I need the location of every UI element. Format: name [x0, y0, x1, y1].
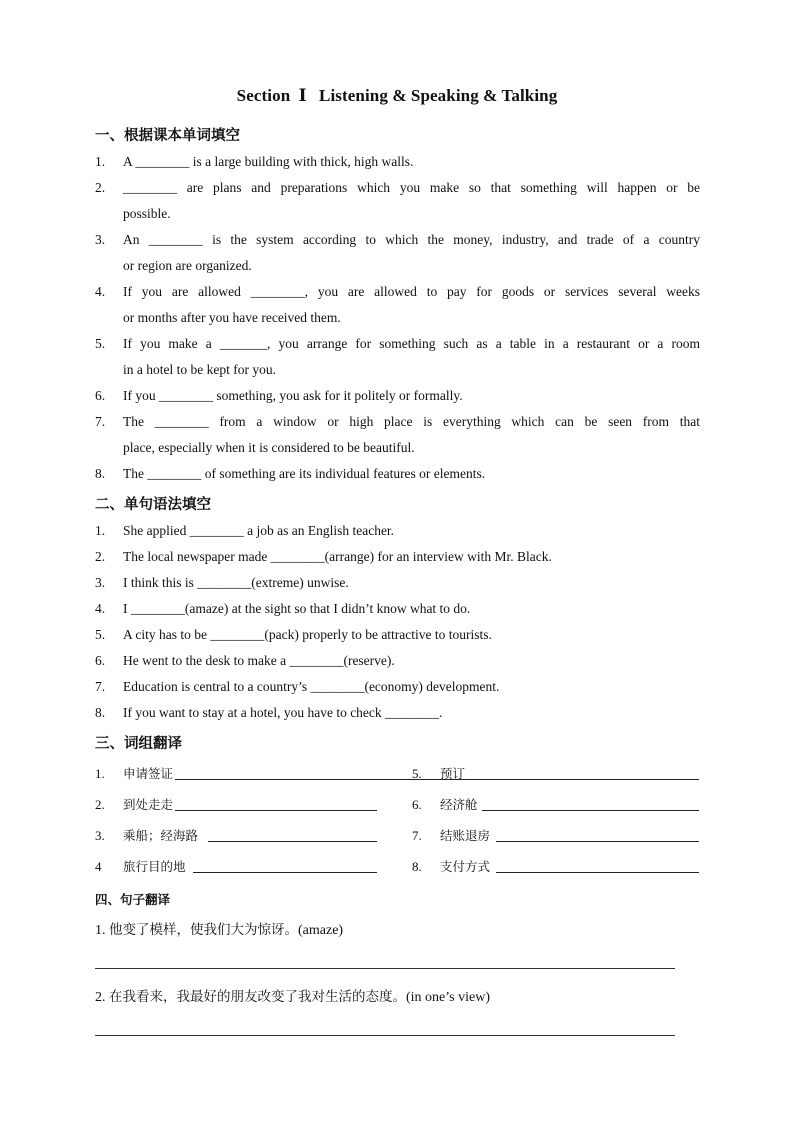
item-text: ________ are plans and preparations which you make so that something will happen or be	[123, 180, 700, 195]
part1-item-3-continuation: or region are organized.	[123, 258, 252, 273]
phrase-number: 1.	[95, 766, 105, 781]
phrase-number: 4	[95, 859, 102, 874]
phrase-number: 7.	[412, 828, 422, 843]
item-number: 8.	[95, 705, 106, 720]
item-text: He went to the desk to make a ________(reserve).	[123, 653, 395, 668]
item-text: The ________ from a window or high place is everything which can be seen from that	[123, 414, 700, 429]
answer-blank[interactable]	[193, 872, 377, 873]
phrase-text: 申请签证	[123, 766, 174, 781]
answer-blank[interactable]	[208, 841, 377, 842]
part1-item-7-continuation: place, especially when it is considered to be beautiful.	[123, 440, 415, 455]
phrase-item-8	[412, 858, 702, 876]
phrase-number: 2.	[95, 797, 105, 812]
part1-item-5-continuation: in a hotel to be kept for you.	[123, 362, 276, 377]
item-number: 7.	[95, 679, 106, 694]
item-number: 3.	[95, 232, 106, 247]
answer-blank[interactable]	[468, 779, 699, 780]
item-text: The local newspaper made ________(arrange) for an interview with Mr. Black.	[123, 549, 552, 564]
translation-sentence-1	[95, 921, 343, 940]
answer-blank[interactable]	[175, 810, 377, 811]
phrase-item-4	[95, 858, 385, 876]
sentence-number: 2.	[95, 990, 106, 1005]
item-number: 6.	[95, 388, 106, 403]
answer-line-1[interactable]	[95, 968, 675, 969]
sentence-number: 1.	[95, 923, 106, 938]
answer-line-2[interactable]	[95, 1035, 675, 1036]
item-text: If you ________ something, you ask for it politely or formally.	[123, 388, 463, 403]
item-number: 1.	[95, 154, 106, 169]
phrase-item-6	[412, 796, 702, 814]
item-number: 3.	[95, 575, 106, 590]
phrase-item-5	[412, 765, 702, 783]
item-text: A ________ is a large building with thick, high walls.	[123, 154, 414, 169]
item-number: 7.	[95, 414, 106, 429]
item-text: Education is central to a country’s ________(economy) development.	[123, 679, 500, 694]
sentence-chinese: 在我看来，我最好的朋友改变了我对生活的态度。	[109, 989, 406, 1005]
part4-heading: 四、句子翻译	[95, 892, 171, 907]
answer-blank[interactable]	[496, 872, 699, 873]
phrase-text: 预订	[440, 766, 466, 781]
phrase-text: 旅行目的地	[123, 859, 186, 874]
phrase-item-3	[95, 827, 385, 845]
item-number: 2.	[95, 549, 106, 564]
title-prefix: Section	[236, 86, 291, 105]
part2-heading: 二、单句语法填空	[95, 497, 211, 513]
sentence-chinese: 他变了模样，使我们大为惊讶。	[109, 922, 298, 938]
item-number: 1.	[95, 523, 106, 538]
item-text: I ________(amaze) at the sight so that I didn’t know what to do.	[123, 601, 471, 616]
part1-heading: 一、根据课本单词填空	[95, 128, 240, 144]
phrase-text: 支付方式	[440, 859, 491, 874]
item-number: 4.	[95, 601, 106, 616]
answer-blank[interactable]	[496, 841, 699, 842]
phrase-text: 到处走走	[123, 797, 174, 812]
part1-item-4-continuation: or months after you have received them.	[123, 310, 341, 325]
part3-heading: 三、词组翻译	[95, 736, 182, 752]
phrase-number: 8.	[412, 859, 422, 874]
phrase-item-1	[95, 765, 385, 783]
phrase-item-2	[95, 796, 385, 814]
sentence-hint: (in one’s view)	[406, 990, 490, 1005]
phrase-text: 经济舱	[440, 797, 478, 812]
item-number: 8.	[95, 466, 106, 481]
section-title	[0, 86, 794, 106]
item-number: 6.	[95, 653, 106, 668]
phrase-number: 5.	[412, 766, 422, 781]
item-text: I think this is ________(extreme) unwise.	[123, 575, 349, 590]
item-number: 5.	[95, 627, 106, 642]
item-number: 2.	[95, 180, 106, 195]
item-text: If you make a _______, you arrange for something such as a table in a restaurant or a room	[123, 336, 700, 351]
answer-blank[interactable]	[482, 810, 699, 811]
sentence-hint: (amaze)	[298, 923, 344, 938]
phrase-text: 乘船；经海路	[123, 828, 199, 843]
phrase-item-7	[412, 827, 702, 845]
item-text: An ________ is the system according to which the money, industry, and trade of a country	[123, 232, 700, 247]
title-text: Listening & Speaking & Talking	[319, 86, 558, 105]
part1-item-2-continuation: possible.	[123, 206, 171, 221]
translation-sentence-2	[95, 988, 490, 1007]
phrase-number: 3.	[95, 828, 105, 843]
item-text: If you are allowed ________, you are allowed to pay for goods or services several weeks	[123, 284, 700, 299]
title-roman-numeral: Ⅰ	[298, 86, 307, 105]
item-text: A city has to be ________(pack) properly to be attractive to tourists.	[123, 627, 492, 642]
item-text: The ________ of something are its individual features or elements.	[123, 466, 486, 481]
item-text: If you want to stay at a hotel, you have to check ________.	[123, 705, 443, 720]
item-number: 5.	[95, 336, 106, 351]
phrase-text: 结账退房	[440, 828, 491, 843]
item-text: She applied ________ a job as an English teacher.	[123, 523, 395, 538]
phrase-number: 6.	[412, 797, 422, 812]
item-number: 4.	[95, 284, 106, 299]
